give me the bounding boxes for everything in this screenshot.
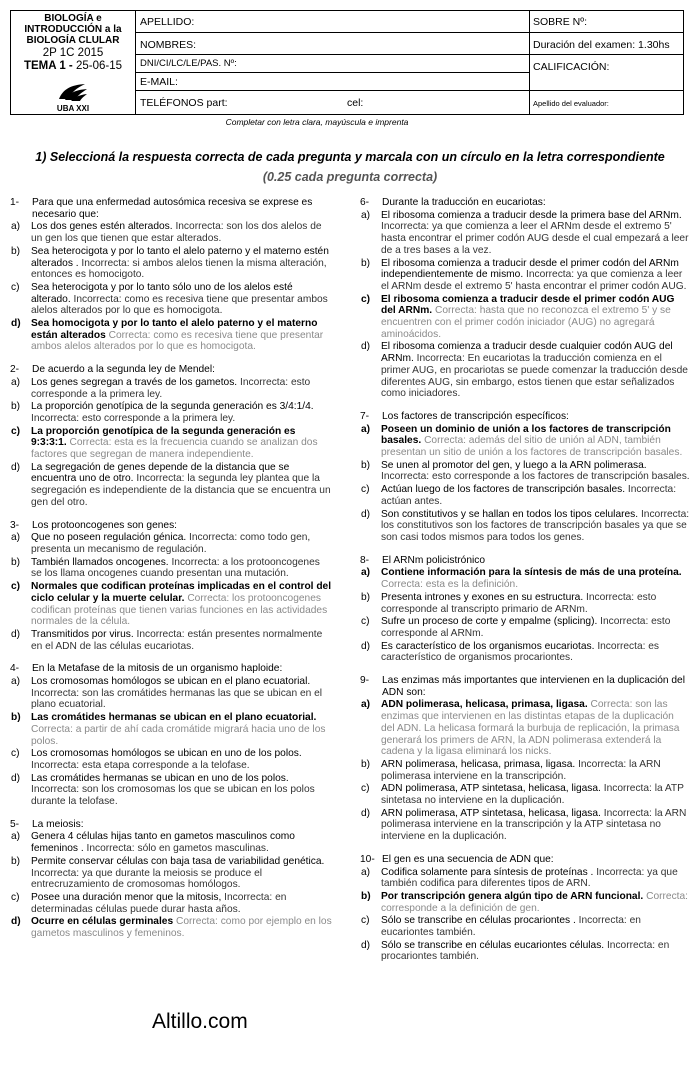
watermark: Altillo.com (152, 1010, 248, 1033)
option-letter[interactable]: a) (11, 221, 21, 233)
option-comment: Incorrecta: ya que comienza a leer el ARNm desde el extremo 5' hasta encontrar el primer codón AUG. (381, 269, 687, 292)
option-letter[interactable]: a) (361, 699, 371, 711)
option-body (381, 867, 690, 890)
option-body (381, 641, 690, 664)
option-text: La segregación de genes depende de la distancia que se encuentra uno de otro. (31, 461, 290, 485)
option-comment: Incorrecta: ya que también codifica para diferentes tipos de ARN. (381, 866, 678, 890)
option-text: ADN polimerasa, ATP sintetasa, helicasa, ligasa. (381, 783, 601, 795)
question-number: 3- (10, 519, 20, 531)
option-text: Las cromátides hermanas se ubican en uno de los polos. (31, 772, 289, 784)
option-letter[interactable]: b) (361, 257, 371, 269)
question-stem (10, 663, 332, 675)
option-comment: Incorrecta: a los protooncogenes se los llama oncogenes cuando presentan una mutación. (31, 556, 320, 580)
option-body (381, 484, 690, 507)
option-letter[interactable]: b) (11, 245, 21, 257)
option-letter[interactable]: a) (11, 376, 21, 388)
option-text: ARN polimerasa, ATP sintetasa, helicasa, ligasa. (381, 807, 601, 819)
option-body (381, 915, 690, 938)
option-body (31, 401, 332, 424)
option-comment: Incorrecta: la segunda ley plantea que la segregación es independiente de la distancia que se encuentra un gen del otro. (31, 473, 331, 508)
option-comment: Correcta: los protooncogenes codifican proteínas que tienen varias funciones en las actividades normales de la célula. (31, 592, 328, 628)
option-body (31, 377, 332, 400)
option-letter[interactable]: d) (11, 318, 21, 330)
question (360, 555, 690, 664)
course-info (11, 11, 136, 114)
option-body (31, 856, 332, 891)
option-body (381, 808, 690, 843)
answer-option[interactable] (10, 916, 332, 939)
student-fields (135, 11, 530, 114)
option-comment: Incorrecta: la ATP sintetasa no interviene en la duplicación. (381, 783, 684, 807)
answer-option[interactable] (10, 712, 332, 747)
option-letter[interactable]: c) (11, 425, 21, 437)
option-body (31, 676, 332, 711)
question-number: 1- (10, 197, 20, 208)
option-comment: Incorrecta: esto corresponde a la primera ley. (31, 376, 311, 400)
option-body (31, 581, 332, 628)
option-comment: Correcta: hasta que no reconozca el extremo 5' y se encuentren con el primer codón iniciador (AUG) no agregará aminoácidos. (381, 305, 671, 340)
option-body (31, 318, 332, 353)
option-text: Sólo se transcribe en células eucariontes células. (381, 939, 605, 951)
option-body (381, 509, 690, 544)
option-body (381, 567, 690, 590)
option-text: ARN polimerasa, helicasa, primasa, ligasa. (381, 758, 576, 770)
option-comment: Correcta: a partir de ahí cada cromátide migrará hacia uno de los polos. (31, 723, 326, 747)
option-body (31, 557, 332, 580)
option-text: Transmitidos por virus. (31, 628, 134, 640)
answer-option[interactable] (10, 557, 332, 580)
option-comment: Incorrecta: son las cromátides hermanas las que se ubican en el plano ecuatorial. (31, 687, 323, 711)
answer-option[interactable] (10, 282, 332, 317)
option-comment: Incorrecta: esto corresponde a los factores de transcripción basales. (381, 471, 690, 483)
option-letter[interactable]: c) (11, 891, 20, 903)
option-text: Que no poseen regulación génica. (31, 532, 187, 544)
option-text: Codifica solamente para síntesis de proteínas . (381, 866, 594, 878)
option-comment: Correcta: como por ejemplo en los gametos masculinos y femeninos. (31, 916, 332, 940)
answer-option[interactable] (10, 773, 332, 808)
calificacion-field[interactable]: CALIFICACIÓN: (529, 55, 683, 91)
option-text: Son constitutivos y se hallan en todos los tipos celulares. (381, 508, 639, 520)
option-comment: Correcta: esta es la frecuencia cuando se analizan dos factores que segregan de manera independiente. (31, 437, 318, 461)
question (360, 675, 690, 843)
question-number: 2- (10, 364, 20, 376)
question-text: Para que una enfermedad autosómica recesiva se exprese es necesario que: (32, 197, 313, 220)
duracion-label: Duración del examen: 1.30hs (529, 33, 683, 55)
option-comment: Correcta: además del sitio de unión al ADN, también presentan un sitio de unión a los factores de transcripción basales. (381, 435, 683, 459)
answer-option[interactable] (360, 509, 690, 544)
answer-option[interactable] (10, 748, 332, 771)
answer-option[interactable] (360, 424, 690, 459)
questions-left-column (10, 197, 332, 951)
option-comment: Incorrecta: en procariontes también. (381, 939, 670, 963)
option-letter[interactable]: b) (11, 712, 21, 724)
question (360, 411, 690, 544)
option-letter[interactable]: b) (11, 855, 21, 867)
option-letter[interactable]: b) (361, 459, 371, 471)
option-text: Genera 4 células hijas tanto en gametos masculinos como femeninos . (31, 831, 295, 855)
answer-option[interactable] (10, 221, 332, 244)
option-comment: Incorrecta: como todo gen, presenta un mecanismo de regulación. (31, 532, 311, 555)
option-text: Sea homocigota y por lo tanto el alelo paterno y el materno están alterados (31, 318, 318, 341)
option-letter[interactable]: c) (361, 484, 370, 496)
option-letter[interactable]: d) (11, 772, 21, 784)
answer-option[interactable] (10, 856, 332, 891)
email-field[interactable]: E-MAIL: (135, 73, 529, 91)
option-body (31, 916, 332, 939)
section-subtitle: (0.25 cada pregunta correcta) (262, 170, 438, 184)
option-text: Los dos genes estén alterados. (31, 221, 173, 233)
option-text: Los cromosomas homólogos se ubican en el plano ecuatorial. (31, 676, 311, 688)
option-comment: Incorrecta: si ambos alelos tienen la misma alteración, entonces es homocigoto. (31, 257, 327, 281)
question-stem (360, 555, 690, 567)
answer-option[interactable] (10, 377, 332, 400)
answer-option[interactable] (10, 462, 332, 509)
option-letter[interactable]: a) (11, 676, 21, 688)
question (360, 854, 690, 963)
option-body (381, 424, 690, 459)
option-text: Permite conservar células con baja tasa de variabilidad genética. (31, 855, 325, 867)
question-number: 9- (360, 675, 370, 687)
exam-code: 2P 1C 2015 (42, 47, 104, 59)
option-comment: Incorrecta: ya que comienza a leer el ARNm desde el extremo 5' hasta encontrar el primer codón AUG desde el cual empezará a leer de a tres bases a la vez. (381, 221, 689, 256)
question-stem (360, 197, 690, 209)
option-letter[interactable]: a) (361, 423, 371, 435)
option-comment: Incorrecta: en eucariontes también. (381, 915, 641, 939)
question-text: De acuerdo a la segunda ley de Mendel: (32, 364, 215, 376)
option-letter[interactable]: c) (361, 293, 371, 305)
question-number: 6- (360, 197, 370, 208)
answer-option[interactable] (10, 426, 332, 461)
answer-option[interactable] (360, 460, 690, 483)
option-body (381, 460, 690, 483)
option-text: Los cromosomas homólogos se ubican en uno de los polos. (31, 748, 302, 760)
option-comment: Incorrecta: ya que durante la meiosis se produce el entrecruzamiento de cromosomas homólogos. (31, 867, 263, 891)
option-body (31, 282, 332, 317)
option-text: El ribosoma comienza a traducir desde la primera base del ARNm. (381, 209, 682, 221)
option-text: Contiene información para la síntesis de más de una proteína. (381, 567, 682, 579)
option-body (381, 294, 690, 341)
option-comment: Incorrecta: son los cromosomas los que se ubican en los polos durante la telofase. (31, 784, 315, 808)
answer-option[interactable] (10, 318, 332, 353)
option-text: La proporción genotípica de la segunda generación es 9:3:3:1. (31, 425, 296, 449)
option-letter[interactable]: c) (361, 783, 370, 795)
option-body (31, 532, 332, 555)
option-letter[interactable]: b) (361, 890, 371, 902)
answer-option[interactable] (360, 341, 690, 400)
option-comment: Correcta: esta es la definición. (381, 579, 519, 591)
option-body (31, 462, 332, 509)
option-letter[interactable]: a) (361, 209, 371, 221)
option-text: Presenta intrones y exones en su estructura. (381, 591, 584, 603)
option-text: ADN polimerasa, helicasa, primasa, ligasa. (381, 699, 588, 711)
answer-option[interactable] (360, 484, 690, 507)
question-text: Durante la traducción en eucariotas: (382, 197, 546, 208)
option-comment: Correcta: son las enzimas que intervienen en las distintas etapas de la duplicación del ADN. La helicasa formará la burbuja de replicación, la primasa generará los primers de ARN, la ADN polimerasa extenderá la cadena y la ligasa eliminará los nicks. (381, 699, 680, 758)
question-stem (10, 364, 332, 376)
option-text: Sufre un proceso de corte y empalme (splicing). (381, 616, 598, 628)
option-comment: Incorrecta: esto corresponde al ARNm. (381, 616, 671, 639)
option-text: El ribosoma comienza a traducir desde el primer codón del ARNm independientemente de mismo. (381, 257, 679, 281)
section-title: 1) Seleccioná la respuesta correcta de cada pregunta y marcala con un círculo en la letra correspondiente (35, 150, 665, 164)
option-text: Es característico de los organismos eucariotas. (381, 640, 595, 652)
option-letter[interactable]: d) (11, 461, 21, 473)
question (10, 819, 332, 940)
option-body (381, 891, 690, 914)
option-text: Por transcripción genera algún tipo de ARN funcional. (381, 890, 644, 902)
question (360, 197, 690, 400)
option-letter[interactable]: d) (361, 640, 371, 652)
option-body (31, 748, 332, 771)
option-body (381, 783, 690, 806)
cel-label: cel: (347, 97, 364, 109)
svg-text:UBA XXI: UBA XXI (56, 104, 90, 113)
dni-field[interactable]: DNI/CI/LC/LE/PAS. Nº: (135, 55, 529, 73)
answer-option[interactable] (10, 246, 332, 281)
answer-option[interactable] (360, 940, 690, 963)
option-text: Actúan luego de los factores de transcripción basales. (381, 484, 626, 496)
sobre-field[interactable]: SOBRE Nº: (529, 11, 683, 33)
option-comment: Incorrecta: esta etapa corresponde a la telofase. (31, 759, 250, 771)
answer-option[interactable] (360, 567, 690, 590)
exam-header (10, 10, 684, 115)
option-body (381, 592, 690, 615)
tema-date: TEMA 1 - 25-06-15 (23, 60, 123, 72)
option-body (381, 258, 690, 293)
option-letter[interactable]: c) (11, 281, 20, 293)
answer-option[interactable] (360, 592, 690, 615)
answer-option[interactable] (10, 401, 332, 424)
option-text: La proporción genotípica de la segunda generación es 3/4:1/4. (31, 401, 314, 413)
option-letter[interactable]: a) (11, 831, 21, 843)
option-comment: Incorrecta: En eucariotas la traducción comienza en el primer AUG, en procariotas se puede comenzar la traducción desde diferentes AUG, sin embargo, estos tienen que estar señalizados como iniciadores. (381, 353, 688, 400)
option-text: Las cromátides hermanas se ubican en el plano ecuatorial. (31, 712, 317, 724)
option-comment: Incorrecta: en determinadas células puede durar hasta años. (31, 891, 287, 915)
option-letter[interactable]: b) (361, 591, 371, 603)
option-comment: Incorrecta: esto corresponde a la primera ley. (31, 412, 236, 424)
answer-option[interactable] (360, 616, 690, 639)
question-number: 5- (10, 818, 20, 830)
answer-option[interactable] (360, 294, 690, 341)
answer-option[interactable] (360, 915, 690, 938)
option-comment: Incorrecta: la ARN polimerasa interviene en la transcripción y la ATP sintetasa no interviene en la duplicación. (381, 807, 687, 843)
question-number: 4- (10, 663, 20, 675)
option-letter[interactable]: d) (11, 916, 21, 928)
option-letter[interactable]: b) (361, 758, 371, 770)
option-letter[interactable]: c) (361, 915, 370, 927)
option-body (381, 759, 690, 782)
question-stem (10, 197, 332, 220)
answer-option[interactable] (360, 210, 690, 257)
question-number: 7- (360, 410, 370, 422)
evaluador-field[interactable]: Apellido del evaluador: (533, 99, 609, 108)
answer-option[interactable] (360, 783, 690, 806)
option-letter[interactable]: d) (361, 807, 371, 819)
option-body (31, 831, 332, 854)
option-comment: Incorrecta: están presentes normalmente en el ADN de las células eucariotas. (31, 628, 323, 652)
option-letter[interactable]: b) (11, 401, 21, 413)
option-text: El ribosoma comienza a traducir desde cualquier codón AUG del ARNm. (381, 341, 673, 365)
question-stem (10, 819, 332, 831)
question-text: El gen es una secuencia de ADN que: (382, 853, 554, 865)
option-comment: Incorrecta: es característico de organismos procariontes. (381, 640, 660, 664)
question (10, 663, 332, 807)
option-body (381, 940, 690, 963)
option-letter[interactable]: d) (11, 628, 21, 640)
answer-option[interactable] (10, 629, 332, 652)
option-letter[interactable]: a) (361, 567, 371, 579)
option-text: También llamados oncogenes. (31, 556, 169, 568)
option-text: Se unen al promotor del gen, y luego a la ARN polimerasa. (381, 459, 647, 471)
option-body (381, 210, 690, 257)
question (10, 197, 332, 353)
option-letter[interactable]: c) (361, 616, 370, 628)
answer-option[interactable] (360, 641, 690, 664)
question-number: 8- (360, 554, 370, 566)
question (10, 364, 332, 508)
option-comment: Incorrecta: esto corresponde al transcripto primario de ARNm. (381, 591, 657, 615)
question-text: La meiosis: (32, 818, 84, 830)
answer-option[interactable] (360, 867, 690, 890)
question-text: Las enzimas más importantes que intervienen en la duplicación del ADN son: (382, 675, 685, 698)
question-text: Los factores de transcripción específicos: (382, 410, 569, 422)
option-comment: Incorrecta: son los dos alelos de un gen los que tienen que estar alterados. (31, 221, 322, 245)
option-comment: Incorrecta: la ARN polimerasa interviene en la transcripción. (381, 758, 661, 782)
option-text: Ocurre en células germinales (31, 916, 174, 928)
option-comment: Incorrecta: como es recesiva tiene que presentar ambos alelos alterados por lo que es homocigota. (31, 293, 328, 317)
question-stem (360, 854, 690, 866)
option-text: Posee una duración menor que la mitosis, (31, 891, 222, 903)
answer-option[interactable] (360, 808, 690, 843)
option-letter[interactable]: a) (11, 532, 21, 544)
option-body (31, 246, 332, 281)
option-comment: Incorrecta: actúan antes. (381, 484, 677, 507)
option-letter[interactable]: b) (11, 556, 21, 568)
answer-option[interactable] (10, 831, 332, 854)
answer-option[interactable] (360, 759, 690, 782)
question-stem (360, 675, 690, 698)
grading-fields (529, 11, 683, 114)
option-body (381, 616, 690, 639)
question (10, 520, 332, 653)
questions-right-column (360, 197, 690, 974)
option-text: Sólo se transcribe en células procariontes . (381, 915, 576, 927)
question-stem (360, 411, 690, 423)
option-comment: Correcta: corresponde a la definición de gen. (381, 890, 689, 914)
telefonos-field[interactable]: TELÉFONOS part: cel: (140, 97, 364, 109)
apellido-field[interactable]: APELLIDO: (135, 11, 529, 33)
answer-option[interactable] (10, 676, 332, 711)
question-text: En la Metafase de la mitosis de un organismo haploide: (32, 663, 283, 675)
option-letter[interactable]: d) (361, 939, 371, 951)
answer-option[interactable] (360, 258, 690, 293)
option-text: Sea heterocigota y por lo tanto sólo uno de los alelos esté alterado. (31, 281, 293, 305)
answer-option[interactable] (10, 581, 332, 628)
question-number: 10- (360, 853, 375, 865)
answer-option[interactable] (10, 532, 332, 555)
option-letter[interactable]: d) (361, 341, 371, 353)
option-letter[interactable]: c) (11, 748, 20, 760)
option-text: El ribosoma comienza a traducir desde el primer codón AUG del ARNm. (381, 293, 675, 317)
option-body (31, 426, 332, 461)
option-comment: Incorrecta: sólo en gametos masculinas. (86, 843, 269, 855)
option-text: Normales que codifican proteínas implicadas en el control del ciclo celular y la muerte celular. (31, 581, 332, 604)
option-comment: Correcta: como es recesiva tiene que presentar ambos alelos alterados por lo que es homocigota. (31, 329, 324, 353)
option-letter[interactable]: a) (361, 866, 371, 878)
form-caption: Completar con letra clara, mayúscula e imprenta (225, 117, 409, 127)
question-stem (10, 520, 332, 532)
uba-xxi-logo (41, 81, 105, 113)
option-text: Poseen un dominio de unión a los factores de transcripción basales. (381, 423, 671, 447)
option-comment: Incorrecta: los constitutivos son los factores de transcripción basales ya que se son casi todos mismos para todos los genes. (381, 508, 690, 543)
option-body (31, 773, 332, 808)
option-body (381, 699, 690, 758)
option-letter[interactable]: d) (361, 508, 371, 520)
nombres-field[interactable]: NOMBRES: (135, 33, 529, 55)
option-body (31, 892, 332, 915)
course-name: BIOLOGÍA e INTRODUCCIÓN a la BIOLOGÍA CLULAR (24, 13, 122, 46)
option-text: Los genes segregan a través de los gametos. (31, 376, 238, 388)
option-body (31, 221, 332, 244)
question-text: Los protooncogenes son genes: (32, 519, 177, 531)
answer-option[interactable] (10, 892, 332, 915)
answer-option[interactable] (360, 891, 690, 914)
option-body (31, 629, 332, 652)
option-body (31, 712, 332, 747)
answer-option[interactable] (360, 699, 690, 758)
option-letter[interactable]: c) (11, 581, 21, 593)
option-text: Sea heterocigota y por lo tanto el alelo paterno y el materno estén alterados . (31, 245, 329, 269)
question-text: El ARNm policistrónico (382, 554, 486, 566)
option-body (381, 341, 690, 400)
